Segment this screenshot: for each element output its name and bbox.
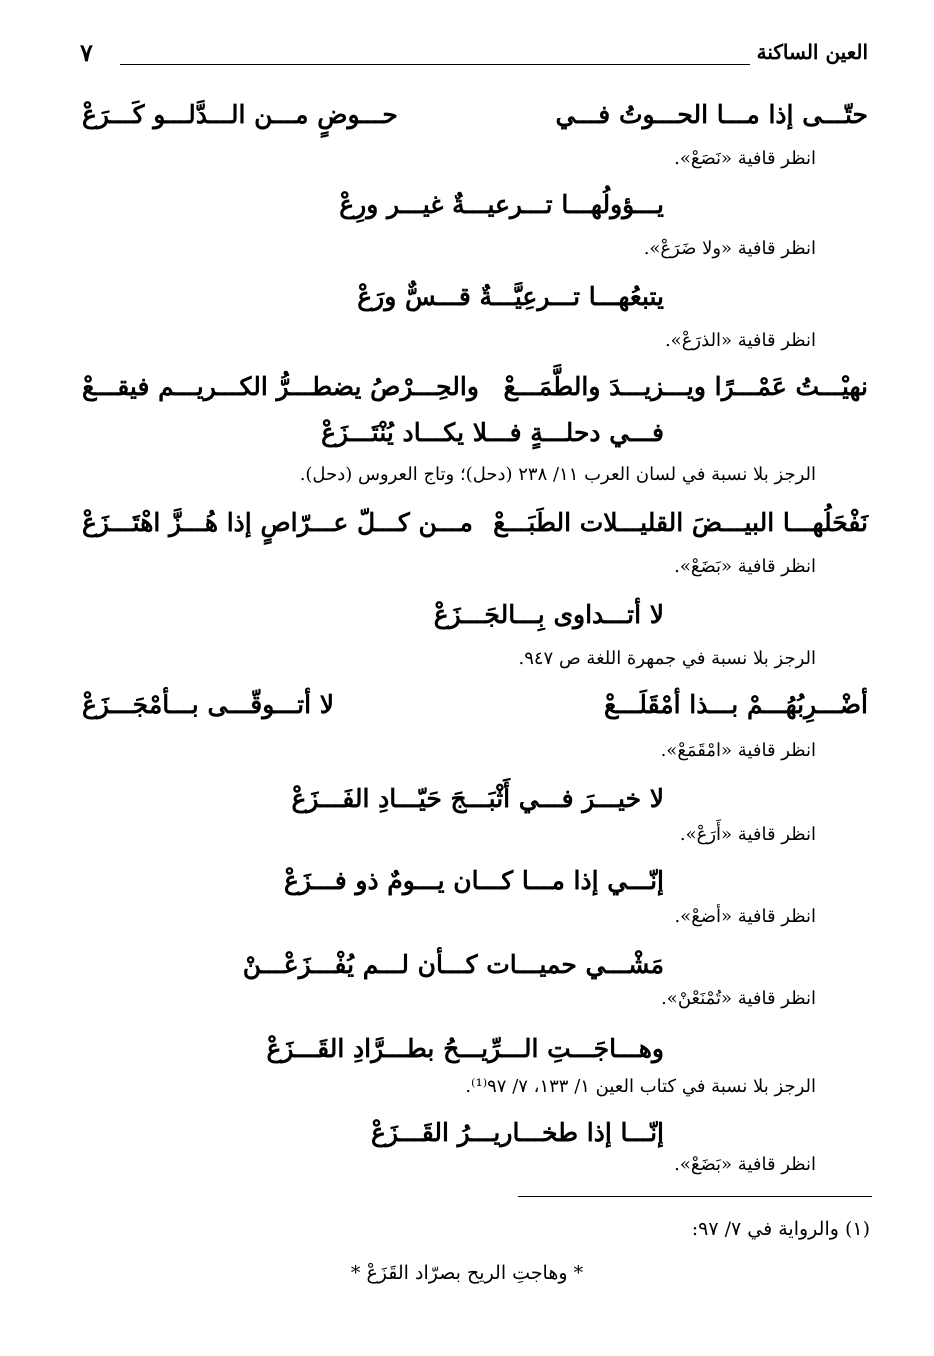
verse-second-hemistich: حـــوضٍ مـــن الـــدَّلـــو كَـــرَعْ [82, 100, 398, 129]
reference-note: انظر قافية «ولا ضَرَعْ». [643, 238, 816, 259]
verse-line: لا أتـــداوى بِـــالجَـــزَعْ [433, 600, 664, 629]
verse-line: يـــؤولُهـــا تـــرعيـــةٌ غيـــر ورِعْ [339, 190, 664, 219]
verse-line: إنّـــي إذا مـــا كـــان يـــومٌ ذو فـــزَعْ [284, 866, 664, 895]
header-rule [120, 64, 750, 65]
verse-second-hemistich: لا أتـــوقّـــى بـــأمْجَـــزَعْ [82, 690, 334, 719]
reference-note: الرجز بلا نسبة في لسان العرب ١١/ ٢٣٨ (دحل)؛ وتاج العروس (دحل). [299, 464, 816, 485]
chapter-title: العين الساكنة [756, 40, 868, 64]
footnote-rule [518, 1196, 872, 1197]
reference-note: انظر قافية «أضعْ». [674, 906, 816, 927]
footnote-verse: * وهاجتِ الريح بصرّاد القَزَعْ * [350, 1262, 584, 1284]
reference-note: انظر قافية «تُمْنَعْنْ». [661, 988, 816, 1009]
reference-note: انظر قافية «أَرَعْ». [679, 824, 816, 845]
reference-note: الرجز بلا نسبة في كتاب العين ١/ ١٣٣، ٧/ ٩٧⁽¹⁾. [465, 1076, 816, 1097]
verse-first-hemistich: حتّـــى إذا مـــا الحـــوتُ فـــي [555, 100, 868, 129]
verse-first-hemistich: نهيْـــتُ عَمْـــرًا ويـــزيـــدَ والطَّمَـــعْ [503, 372, 868, 401]
reference-note: الرجز بلا نسبة في جمهرة اللغة ص ٩٤٧. [518, 648, 816, 669]
page-number: ٧ [80, 38, 93, 67]
verse-first-hemistich: أضْـــرِبُهُـــمْ بـــذا أمْقَلَـــعْ [604, 690, 868, 719]
verse-line: إنّـــا إذا طخـــاريـــرُ القَـــزَعْ [371, 1118, 664, 1147]
verse-line: يتبعُهـــا تـــرعِيَّـــةٌ قـــسٌّ ورَعْ [357, 282, 664, 311]
verse-line: مَشْـــي حميـــات كـــأن لـــم يُفْـــزَعْـــنْ [242, 950, 664, 979]
verse-line: لا خيـــرَ فـــي أَثْبَـــجَ حَيّـــادِ الفَـــزَعْ [291, 784, 664, 813]
footnote-text: (١) والرواية في ٧/ ٩٧: [691, 1218, 870, 1240]
verse-line: وهـــاجَـــتِ الـــرِّيـــحُ بطـــرَّادِ القَـــزَعْ [266, 1034, 664, 1063]
verse-first-hemistich: نَفْحَلُهـــا البيـــضَ القليـــلات الطَبَـــعْ [493, 508, 868, 537]
verse-line: فـــي دحلـــةٍ فـــلا يكـــاد يُنْتَـــزَعْ [321, 418, 664, 447]
reference-note: انظر قافية «بَضَعْ». [674, 556, 816, 577]
reference-note: انظر قافية «الذرَعْ». [664, 330, 816, 351]
verse-second-hemistich: والحِـــرْصُ يضطـــرُّ الكـــريـــم فيقـــعْ [82, 372, 479, 401]
reference-note: انظر قافية «امْقَمَعْ». [660, 740, 816, 761]
reference-note: انظر قافية «بَضَعْ». [674, 1154, 816, 1175]
running-header [80, 38, 868, 78]
reference-note: انظر قافية «نَصَعْ». [674, 148, 816, 169]
verse-second-hemistich: مـــن كـــلّ عـــرّاصٍ إذا هُـــزَّ اهْتَـــزَعْ [82, 508, 473, 537]
